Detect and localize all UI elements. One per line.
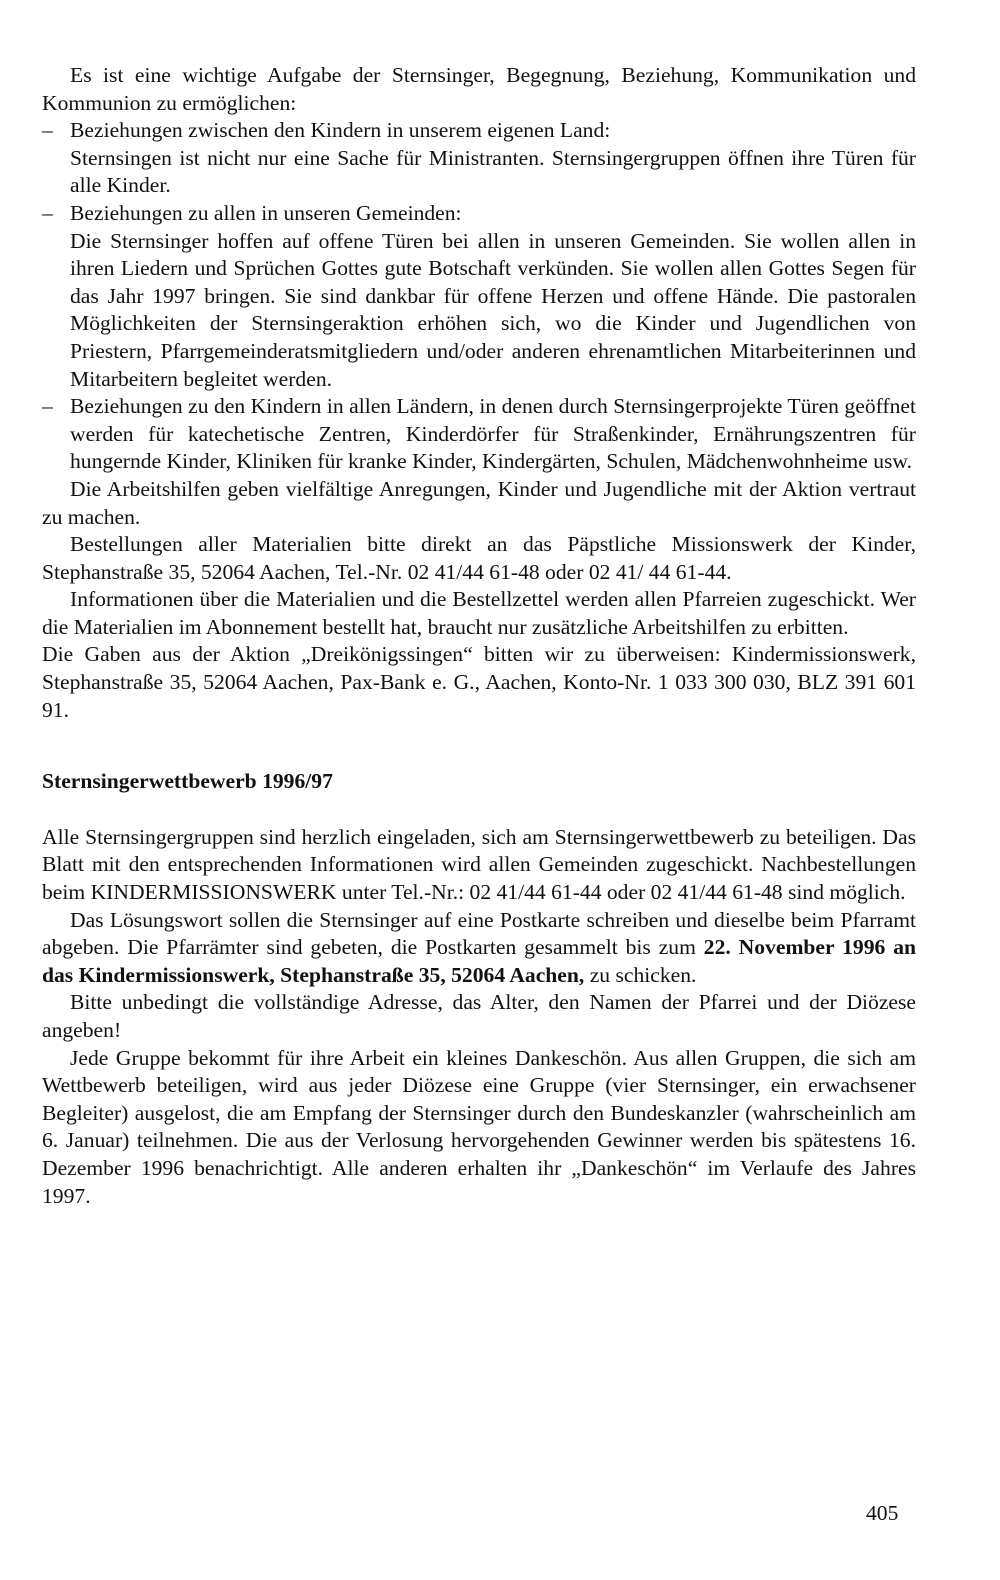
section-paragraph-2: [42, 907, 916, 990]
informationen-paragraph: Informationen über die Materialien und die Bestellzettel werden allen Pfarreien zugeschickt. Wer die Materialien im Abonnement bestellt hat, braucht nur zusätzliche Arbeitshilfen zu erbitten.: [42, 587, 916, 639]
list-item-body: Die Sternsinger hoffen auf offene Türen bei allen in unseren Gemeinden. Sie wollen allen in ihren Liedern und Sprüchen Gottes gute Botschaft verkünden. Sie wollen allen Gottes Segen für das Jahr 1997 bringen. Sie sind dankbar für offene Herzen und offene Hände. Die pastoralen Möglichkeiten der Sternsingeraktion erhöhen sich, wo die Kinder und Jugendlichen von Priestern, Pfarrgemeinderatsmitgliedern und/oder anderen ehrenamtlichen Mitarbeiterinnen und Mitarbeitern begleitet werden.: [70, 228, 916, 391]
section-paragraph-2-bold: 22. November 1996 an das Kindermissionswerk, Stephanstraße 35, 52064 Aachen,: [42, 935, 916, 987]
intro-paragraph: Es ist eine wichtige Aufgabe der Sternsinger, Begegnung, Beziehung, Kommunikation und Kommunion zu ermöglichen:: [42, 63, 916, 115]
dash-bullet: –: [42, 394, 53, 419]
section-paragraph-2-text: Das Lösungswort sollen die Sternsinger auf eine Postkarte schreiben und dieselbe beim Pfarramt abgeben. Die Pfarrämter sind gebeten, die Postkarten gesammelt bis zum: [42, 907, 916, 960]
list-item-body: Sternsingen ist nicht nur eine Sache für Ministranten. Sternsingergruppen öffnen ihre Türen für alle Kinder.: [70, 145, 916, 198]
page-number: 405: [866, 1501, 899, 1525]
list-item: [42, 200, 916, 393]
bestellungen-paragraph: Bestellungen aller Materialien bitte direkt an das Päpstliche Missionswerk der Kinder, Stephanstraße 35, 52064 Aachen, Tel.-Nr. 02 41/44 61-48 oder 02 41/ 44 61-44.: [42, 532, 916, 584]
section-paragraph-1: Alle Sternsingergruppen sind herzlich eingeladen, sich am Sternsingerwettbewerb zu beteiligen. Das Blatt mit den entsprechenden Informationen wird allen Gemeinden zugeschickt. Nachbestellungen beim KINDERMISSIONSWERK unter Tel.-Nr.: 02 41/44 61-44 oder 02 41/44 61-48 sind möglich.: [42, 824, 916, 905]
list-item: [42, 117, 916, 200]
dash-bullet: –: [42, 200, 53, 225]
section-paragraph-4: Jede Gruppe bekommt für ihre Arbeit ein kleines Dankeschön. Aus allen Gruppen, die sich am Wettbewerb beteiligen, wird aus jeder Diözese eine Gruppe (vier Sternsinger, ein erwachsener Begleiter) ausgelost, die am Empfang der Sternsinger durch den Bundeskanzler (wahrscheinlich am 6. Januar) teilnehmen. Die aus der Verlosung hervorgehenden Gewinner werden bis spätestens 16. Dezember 1996 benachrichtigt. Alle anderen erhalten ihr „Dankeschön“ im Verlaufe des Jahres 1997.: [42, 1045, 916, 1208]
list-item: [42, 393, 916, 476]
section-heading: Sternsingerwettbewerb 1996/97: [42, 769, 333, 794]
section-paragraph-2-end: zu schicken.: [584, 962, 697, 987]
relationships-list: [42, 117, 916, 476]
arbeitshilfen-paragraph: Die Arbeitshilfen geben vielfältige Anregungen, Kinder und Jugendliche mit der Aktion vertraut zu machen.: [42, 476, 916, 529]
list-item-head: Beziehungen zwischen den Kindern in unserem eigenen Land:: [70, 118, 611, 143]
dash-bullet: –: [42, 118, 53, 143]
list-item-head: Beziehungen zu den Kindern in allen Ländern, in denen durch Sternsingerprojekte Türen geöffnet werden für katechetische Zentren, Kinderdörfer für Straßenkinder, Ernährungszentren für hungernde Kinder, Kliniken für kranke Kinder, Kindergärten, Schulen, Mädchenwohnheime usw.: [70, 394, 916, 474]
gaben-paragraph: Die Gaben aus der Aktion „Dreikönigssingen“ bitten wir zu überweisen: Kindermissionswerk, Stephanstraße 35, 52064 Aachen, Pax-Bank e. G., Aachen, Konto-Nr. 1 033 300 030, BLZ 391 601 91.: [42, 642, 916, 722]
list-item-head: Beziehungen zu allen in unseren Gemeinden:: [70, 200, 462, 225]
section-paragraph-3: Bitte unbedingt die vollständige Adresse, das Alter, den Namen der Pfarrei und der Diözese angeben!: [42, 990, 916, 1042]
section-spacer: [42, 724, 916, 768]
page-content: [42, 62, 916, 1210]
